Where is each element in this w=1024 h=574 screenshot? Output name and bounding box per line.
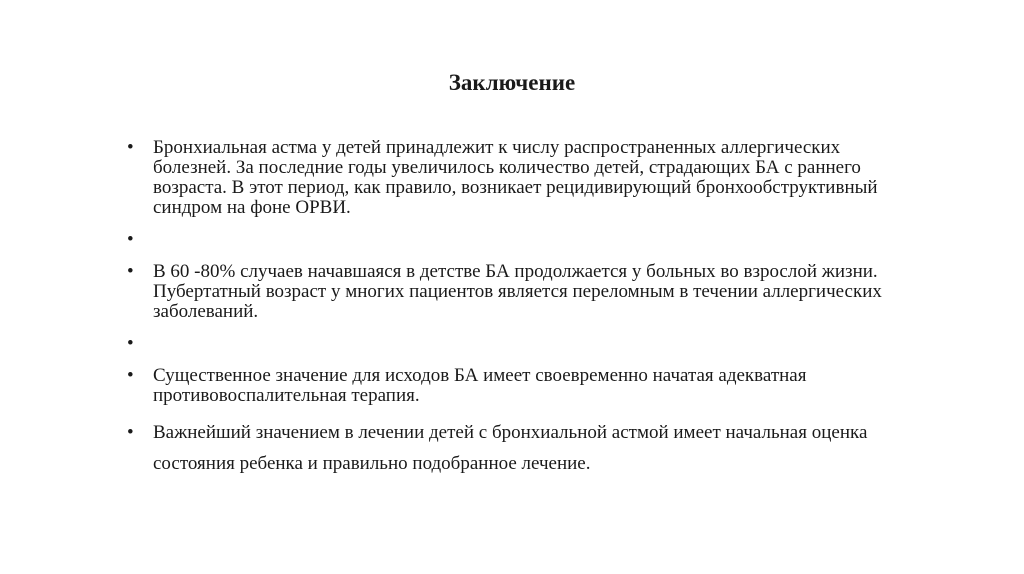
- bullet-item: [127, 366, 897, 406]
- bullet-marker: •: [127, 229, 134, 250]
- bullet-marker: •: [127, 137, 134, 158]
- bullet-list: [127, 138, 897, 485]
- bullet-item: [127, 138, 897, 218]
- bullet-marker: •: [127, 333, 134, 354]
- bullet-item: [127, 423, 897, 485]
- bullet-item-empty: [127, 230, 897, 250]
- bullet-marker: •: [127, 365, 134, 386]
- bullet-item: [127, 262, 897, 322]
- bullet-text: Важнейший значением в лечении детей с бронхиальной астмой имеет начальная оценка состояния ребенка и правильно подобранное лечение.: [153, 422, 868, 474]
- bullet-text: Бронхиальная астма у детей принадлежит к числу распространенных аллергических болезней. За последние годы увеличилось количество детей, страдающих БА с раннего возраста. В этот период, как правило, возникает рецидивирующий бронхообструктивный синдром на фоне ОРВИ.: [153, 137, 878, 218]
- slide-title: Заключение: [448, 70, 576, 95]
- bullet-marker: •: [127, 422, 134, 443]
- bullet-text: В 60 -80% случаев начавшаяся в детстве БА продолжается у больных во взрослой жизни. Пубертатный возраст у многих пациентов является переломным в течении аллергических заболеваний.: [153, 261, 882, 322]
- bullet-item-empty: [127, 334, 897, 354]
- bullet-text: Существенное значение для исходов БА имеет своевременно начатая адекватная противовоспалительная терапия.: [153, 365, 807, 406]
- bullet-marker: •: [127, 261, 134, 282]
